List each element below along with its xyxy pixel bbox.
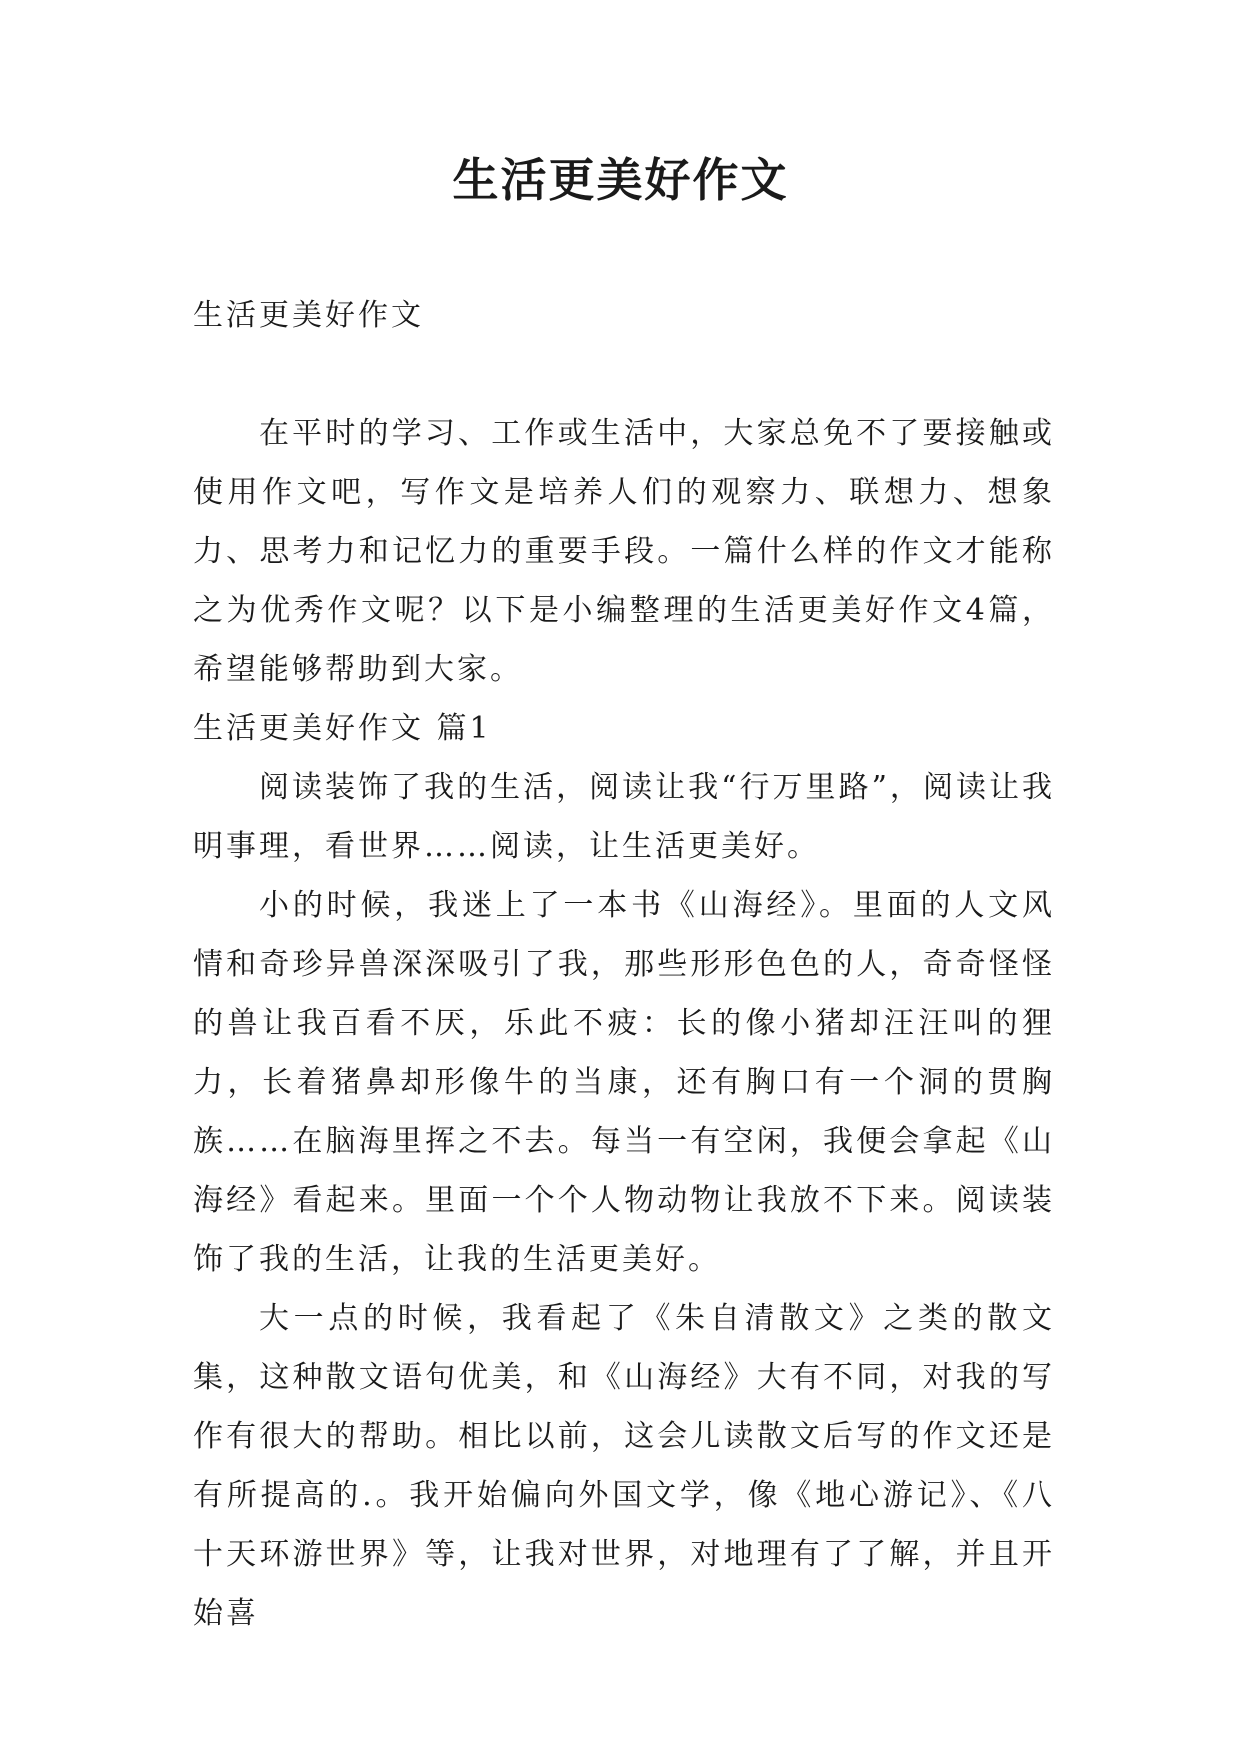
section-heading-1: 生活更美好作文 篇1 [193, 711, 492, 746]
body-paragraph-1: 阅读装饰了我的生活，阅读让我“行万里路”，阅读让我明事理，看世界……阅读，让生活更美好。 [193, 770, 1055, 864]
body-paragraph-3: 大一点的时候，我看起了《朱自清散文》之类的散文集，这种散文语句优美，和《山海经》大有不同，对我的写作有很大的帮助。相比以前，这会儿读散文后写的作文还是有所提高的.。我开始偏向外国文学，像《地心游记》、《八十天环游世界》等，让我对世界，对地理有了了解，并且开始喜 [193, 1301, 1055, 1631]
document-body [193, 404, 1055, 1643]
document-title: 生活更美好作文 [452, 153, 789, 207]
intro-paragraph: 在平时的学习、工作或生活中，大家总免不了要接触或使用作文吧，写作文是培养人们的观察力、联想力、想象力、思考力和记忆力的重要手段。一篇什么样的作文才能称之为优秀作文呢？以下是小编整理的生活更美好作文4篇，希望能够帮助到大家。 [193, 416, 1055, 687]
document-subtitle: 生活更美好作文 [193, 298, 424, 333]
body-paragraph-2: 小的时候，我迷上了一本书《山海经》。里面的人文风情和奇珍异兽深深吸引了我，那些形形色色的人，奇奇怪怪的兽让我百看不厌，乐此不疲：长的像小猪却汪汪叫的狸力，长着猪鼻却形像牛的当康，还有胸口有一个洞的贯胸族……在脑海里挥之不去。每当一有空闲，我便会拿起《山海经》看起来。里面一个个人物动物让我放不下来。阅读装饰了我的生活，让我的生活更美好。 [193, 888, 1055, 1277]
